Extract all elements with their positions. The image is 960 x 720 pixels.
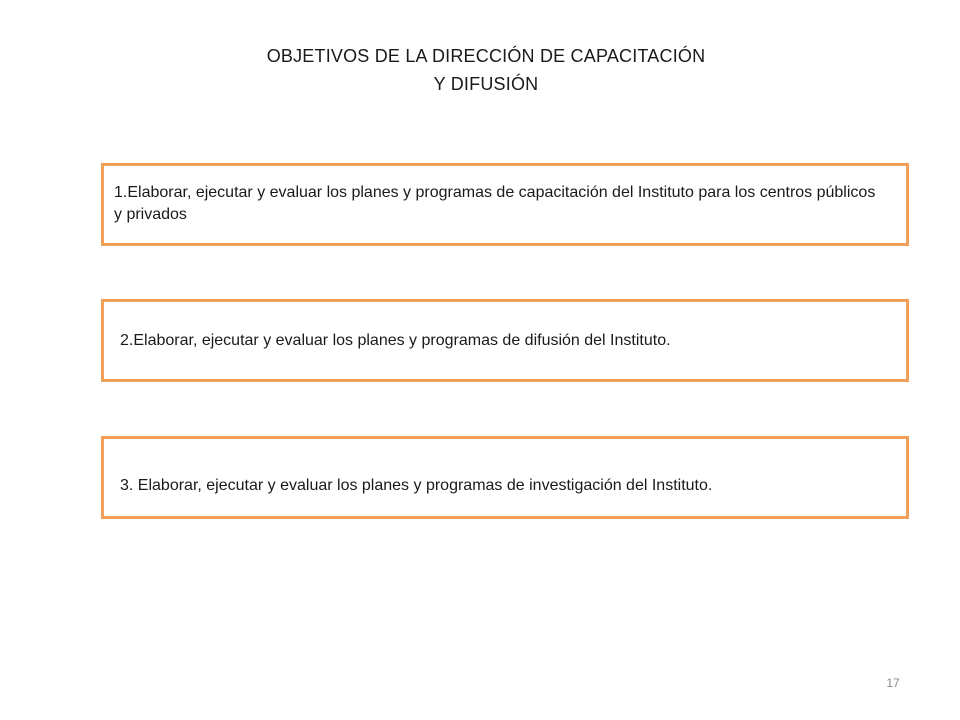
objective-box-1: [101, 163, 909, 246]
objective-text-2: 2.Elaborar, ejecutar y evaluar los planes y programas de difusión del Instituto.: [120, 332, 671, 349]
title-line-1: OBJETIVOS DE LA DIRECCIÓN DE CAPACITACIÓN: [266, 46, 706, 66]
objective-box-3: [101, 436, 909, 519]
objective-box-2: [101, 299, 909, 382]
page-number: 17: [886, 676, 900, 690]
title-line-2: Y DIFUSIÓN: [433, 74, 539, 94]
objective-text-1: 1.Elaborar, ejecutar y evaluar los planes y programas de capacitación del Instituto para los centros públicos y privados: [114, 184, 876, 223]
slide-title: [180, 42, 792, 98]
objective-text-3: 3. Elaborar, ejecutar y evaluar los planes y programas de investigación del Instituto.: [120, 477, 713, 494]
